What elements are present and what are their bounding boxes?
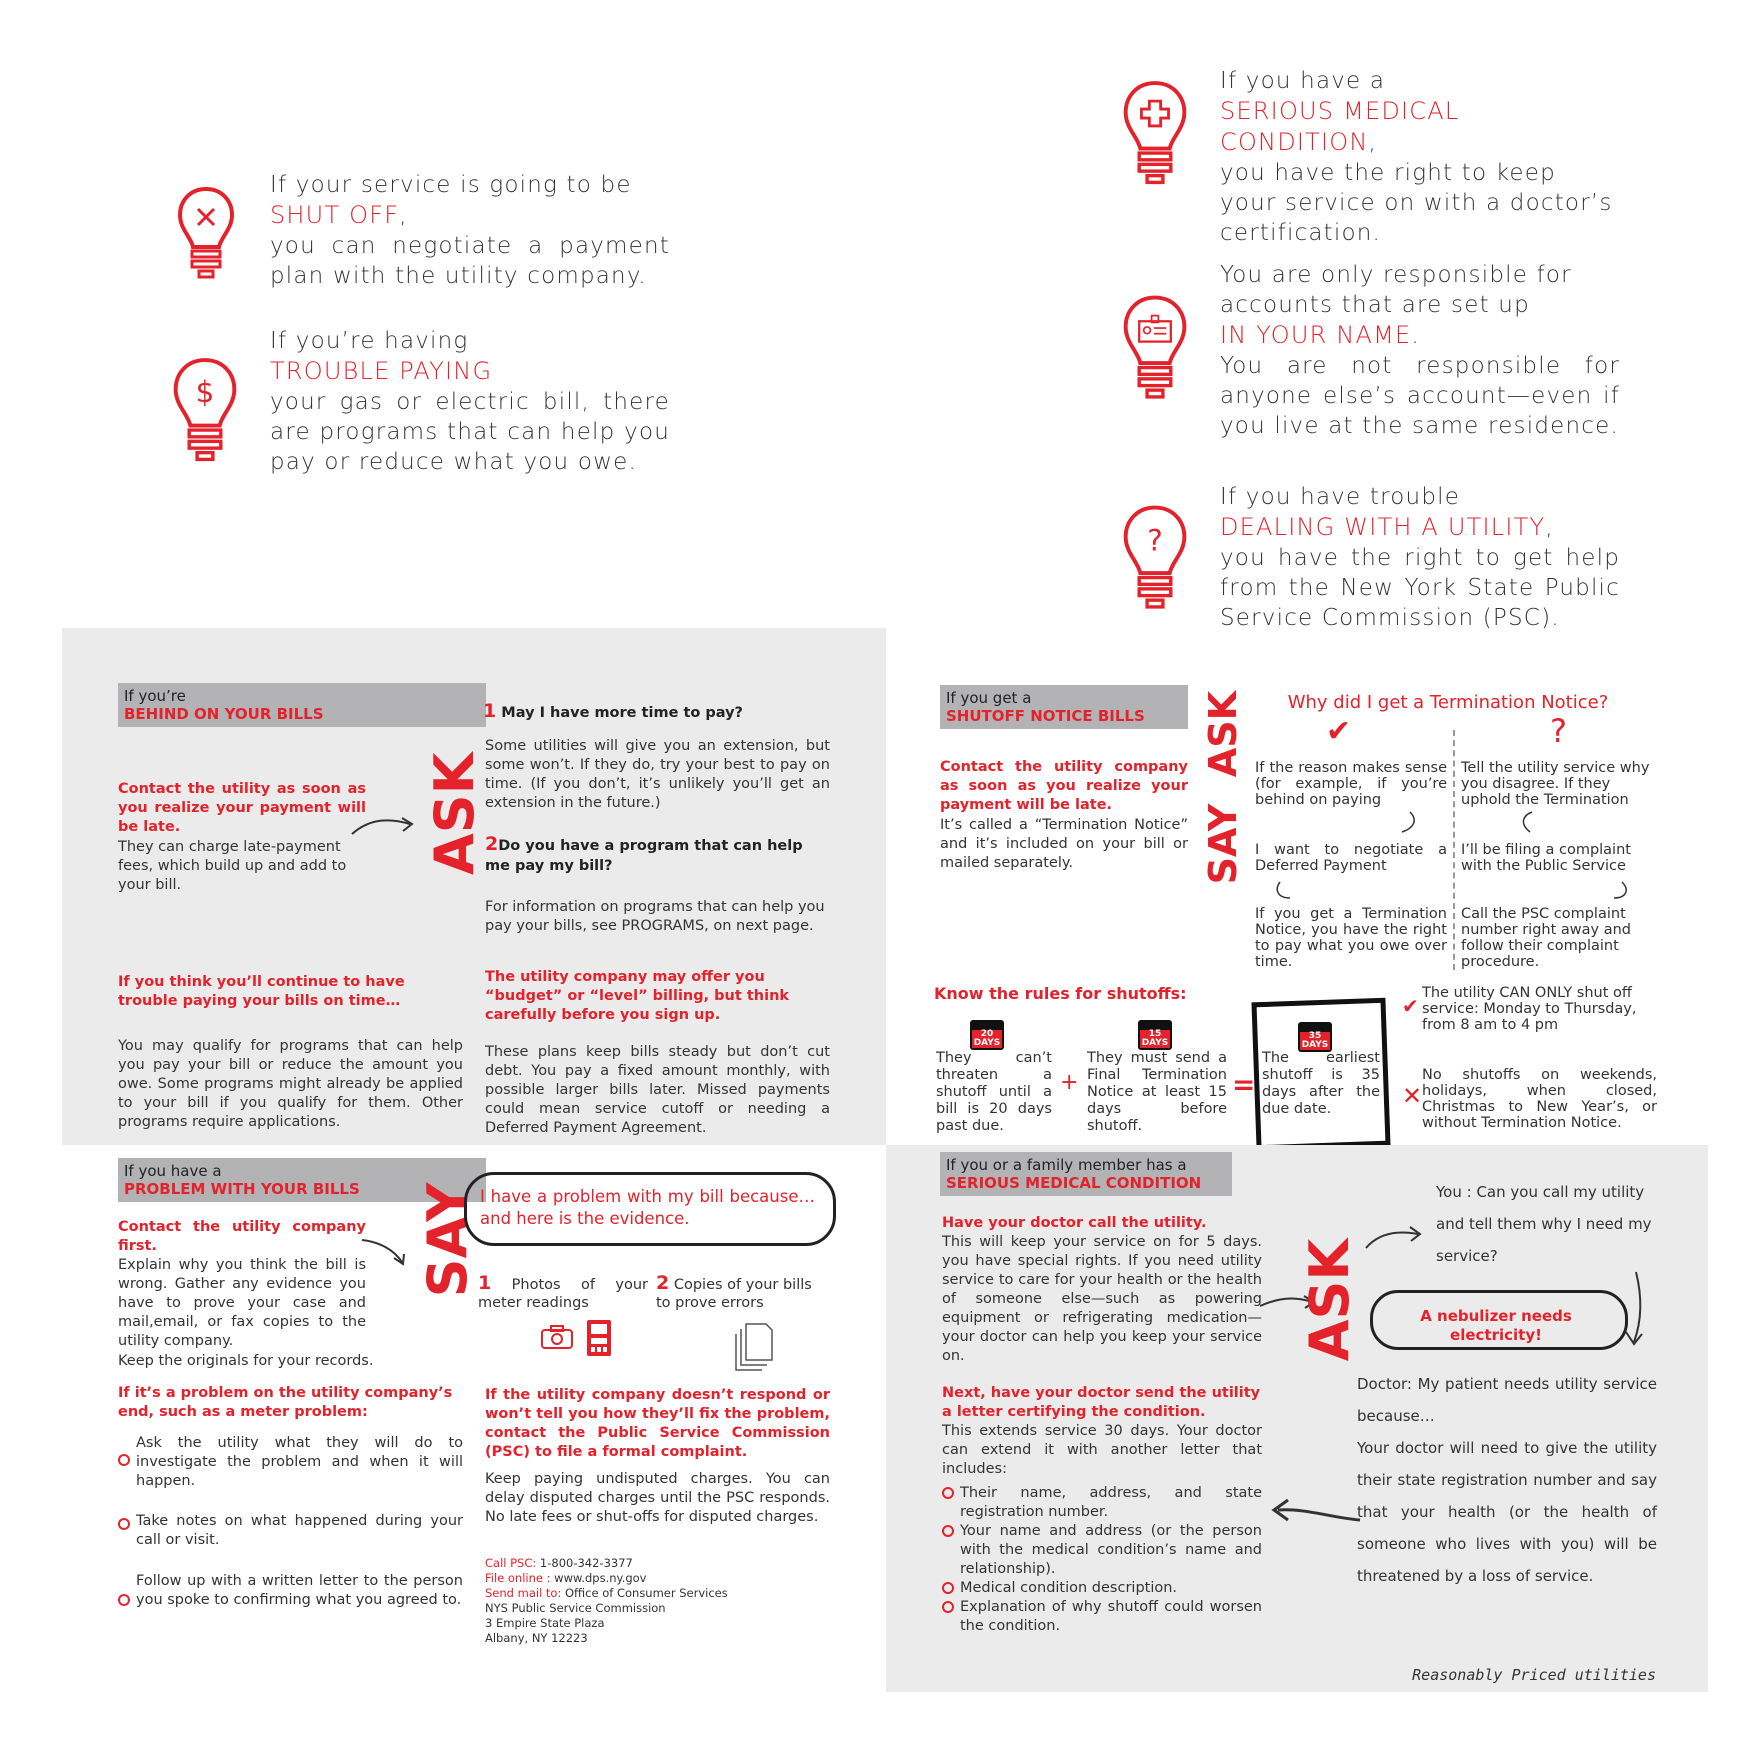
shutoff-tag: If you get a SHUTOFF NOTICE BILLS: [940, 685, 1188, 729]
plus-sign: +: [1060, 1070, 1079, 1095]
bullet-circle-icon: [942, 1525, 954, 1537]
medical-doctor-head: Have your doctor call the utility.: [942, 1215, 1207, 1231]
medical-doctor-body: This will keep your service on for 5 days. you have special rights. If you need utility service to care for your health or the health of someone else—such as powering equipment or refrigerating medication—your doctor can help you keep your service on.: [942, 1234, 1262, 1364]
calendar-35-icon: 35 DAYS: [1298, 1022, 1332, 1052]
behind-q1-body: Some utilities will give you an extension, but some won’t. If they do, try your best to pay on time. (If you don’t, it’s unlikely you’ll get an extension in the future.): [485, 738, 830, 811]
medical-list-item: Their name, address, and state registration number.: [942, 1484, 1262, 1522]
footer-text: Reasonably Priced utilities: [1412, 1666, 1656, 1684]
medical-letter-head: Next, have your doctor send the utility a letter certifying the condition.: [942, 1385, 1261, 1420]
behind-trouble-body: You may qualify for programs that can help you pay your bill or reduce the amount you owe. Some programs might already be applied to your bill if you qualify for them. Other programs require applications.: [118, 1038, 463, 1130]
rule-20-days: They can’t threaten a shutoff until a bill is 20 days past due.: [936, 1050, 1052, 1134]
doctor-statement: Doctor: My patient needs utility service because…: [1357, 1375, 1657, 1425]
behind-question-2: 2Do you have a program that can help me pay my bill?: [485, 833, 803, 874]
behind-question-1: 1 May I have more time to pay?: [483, 700, 743, 722]
question-mark-icon: ?: [1550, 712, 1567, 750]
arrow-to-list-icon: [1264, 1496, 1364, 1536]
medical-ask-label: ASK: [1298, 1238, 1361, 1362]
can-check-icon: ✔: [1402, 994, 1419, 1018]
shutoff-left-3: If you get a Termination Notice, you have the right to pay what you owe over time.: [1255, 906, 1447, 970]
behind-budget-body: These plans keep bills steady but don’t cut debt. You pay a fixed amount monthly, with possible larger bills later. Missed payments could mean service cutoff or needing a Deferred Payment Agreement.: [485, 1044, 830, 1136]
psc-body: Keep paying undisputed charges. You can delay disputed charges until the PSC responds. No late fees or shut-offs for disputed charges.: [485, 1471, 830, 1525]
shutoff-say-label: SAY: [1201, 803, 1245, 885]
termination-question: Why did I get a Termination Notice?: [1287, 692, 1609, 713]
problem-contact: Contact the utility company first.: [118, 1219, 366, 1254]
shutoff-body: It’s called a “Termination Notice” and it’s included on your bill or mailed separately.: [940, 817, 1188, 871]
rule-35-days: The earliest shutoff is 35 days after the due date.: [1262, 1050, 1380, 1117]
bullet-circle-icon: [118, 1594, 130, 1606]
evidence-copies: 2 Copies of your bills to prove errors: [656, 1272, 812, 1311]
lightbulb-id-card-icon: [1120, 292, 1190, 407]
medical-condition-info: If you have a SERIOUS MEDICAL CONDITION, you have the right to keep your service on with a doctor’s certification.: [1220, 68, 1613, 246]
behind-contact: Contact the utility as soon as you realize your payment will be late.: [118, 781, 366, 835]
documents-icon: [732, 1322, 774, 1372]
shutoff-right-1: Tell the utility service why you disagree. If they uphold the Termination: [1461, 760, 1650, 808]
problem-tag: If you have a PROBLEM WITH YOUR BILLS: [118, 1158, 486, 1202]
curved-arrows-icon: [1250, 806, 1670, 901]
calendar-20-icon: 20 DAYS: [970, 1020, 1004, 1050]
behind-tag: If you’re BEHIND ON YOUR BILLS: [118, 683, 486, 727]
medical-list-item: Explanation of why shutoff could worsen the condition.: [942, 1598, 1262, 1636]
camera-icon: [540, 1324, 574, 1350]
psc-contact-block: Call PSC: 1-800-342-3377 File online : www.dps.ny.gov Send mail to: Office of Consumer Services NYS Public Service Commission 3 Empire State Plaza Albany, NY 12223: [485, 1556, 728, 1645]
medical-list-item: Medical condition description.: [942, 1579, 1262, 1598]
behind-budget-head: The utility company may offer you “budget” or “level” billing, but think carefully before you sign up.: [485, 969, 790, 1023]
calendar-15-icon: 15 DAYS: [1138, 1020, 1172, 1050]
shutoff-left-2: I want to negotiate a Deferred Payment: [1255, 842, 1447, 874]
problem-quote: I have a problem with my bill because… and here is the evidence.: [480, 1187, 815, 1228]
medical-letter-body: This extends service 30 days. Your doctor can extend it with another letter that includes:: [942, 1423, 1262, 1477]
shutoff-left-1: If the reason makes sense (for example, if you’re behind on paying: [1255, 760, 1447, 808]
equals-sign: =: [1232, 1068, 1256, 1101]
lightbulb-question-icon: [1120, 502, 1190, 617]
in-your-name-info: You are only responsible for accounts that are set up IN YOUR NAME. You are not responsible for anyone else’s account—even if you live at the same residence.: [1220, 262, 1620, 439]
check-mark-icon: ✔: [1326, 714, 1352, 749]
nebulizer-text: A nebulizer needs electricity!: [1420, 1307, 1572, 1344]
svg-text:?: ?: [1147, 523, 1163, 558]
bullet-circle-icon: [942, 1601, 954, 1613]
problem-body: Explain why you think the bill is wrong. Gather any evidence you have to prove your case and mail,email, or fax copies to the utility company.: [118, 1257, 366, 1349]
medical-tag: If you or a family member has a SERIOUS MEDICAL CONDITION: [940, 1152, 1232, 1196]
rules-heading: Know the rules for shutoffs:: [934, 984, 1187, 1003]
cannot-x-icon: ✕: [1402, 1082, 1423, 1110]
shutoff-right-2: I’ll be filing a complaint with the Public Service: [1461, 842, 1631, 874]
problem-say-label: SAY: [416, 1182, 479, 1298]
meter-step-2: Take notes on what happened during your call or visit.: [118, 1512, 463, 1550]
medical-list: [942, 1484, 1262, 1636]
medical-list-item: Your name and address (or the person with the medical condition’s name and relationship).: [942, 1522, 1262, 1579]
psc-heading: If the utility company doesn’t respond or won’t tell you how they’ll fix the problem, contact the Public Service Commission (PSC) to file a formal complaint.: [485, 1387, 830, 1460]
bullet-circle-icon: [118, 1454, 130, 1466]
lightbulb-medical-cross-icon: [1120, 75, 1190, 195]
shutoff-right-3: Call the PSC complaint number right away and follow their complaint procedure.: [1461, 906, 1631, 970]
psc-website-link[interactable]: www.dps.ny.gov: [554, 1571, 647, 1585]
svg-text:$: $: [195, 374, 215, 409]
arrow-down-icon: [1620, 1270, 1650, 1350]
meter-icon: [584, 1318, 614, 1358]
arrow-in-ask-icon: [1362, 1224, 1432, 1254]
meter-step-1: Ask the utility what they will do to investigate the problem and when it will happen.: [118, 1434, 463, 1491]
dealing-utility-info: If you have trouble DEALING WITH A UTILITY, you have the right to get help from the New York State Public Service Commission (PSC).: [1220, 484, 1620, 631]
meter-heading: If it’s a problem on the utility company’s end, such as a meter problem:: [118, 1385, 453, 1420]
rule-no-shutoffs: No shutoffs on weekends, holidays, when closed, Christmas to New Year’s, or without Termination Notice.: [1422, 1067, 1657, 1131]
trouble-paying-info: If you’re having TROUBLE PAYING your gas or electric bill, there are programs that can help you pay or reduce what you owe.: [270, 328, 670, 475]
arrow-to-say-icon: [360, 1236, 410, 1272]
bullet-circle-icon: [942, 1582, 954, 1594]
meter-step-3: Follow up with a written letter to the person you spoke to confirming what you agreed to.: [118, 1572, 463, 1610]
behind-ask-label: ASK: [423, 752, 486, 875]
shutoff-contact: Contact the utility company as soon as you realize your payment will be late.: [940, 759, 1188, 813]
arrow-to-ask-icon: [350, 810, 420, 840]
problem-keep-originals: Keep the originals for your records.: [118, 1353, 374, 1369]
behind-fees: They can charge late-payment fees, which build up and add to your bill.: [118, 839, 347, 893]
shutoff-info: If your service is going to be SHUT OFF, you can negotiate a payment plan with the utility company.: [270, 172, 670, 289]
patient-question: You : Can you call my utility and tell them why I need my service?: [1436, 1183, 1652, 1265]
rule-15-days: They must send a Final Termination Notice at least 15 days before shutoff.: [1087, 1050, 1227, 1134]
behind-trouble-head: If you think you’ll continue to have trouble paying your bills on time…: [118, 974, 405, 1009]
behind-q2-body: For information on programs that can help you pay your bills, see PROGRAMS, on next page.: [485, 899, 825, 934]
lightbulb-x-icon: [175, 185, 237, 285]
rule-can-shut-off: The utility CAN ONLY shut off service: Monday to Thursday, from 8 am to 4 pm: [1422, 985, 1637, 1033]
evidence-photos: 1 Photos of your meter readings: [478, 1272, 648, 1311]
shutoff-ask-label: ASK: [1201, 690, 1245, 778]
bullet-circle-icon: [942, 1487, 954, 1499]
doctor-body: Your doctor will need to give the utility their state registration number and say that your health (or the health of someone who lives with you) will be threatened by a loss of service.: [1357, 1439, 1657, 1585]
lightbulb-dollar-icon: [170, 352, 240, 472]
bullet-circle-icon: [118, 1518, 130, 1530]
